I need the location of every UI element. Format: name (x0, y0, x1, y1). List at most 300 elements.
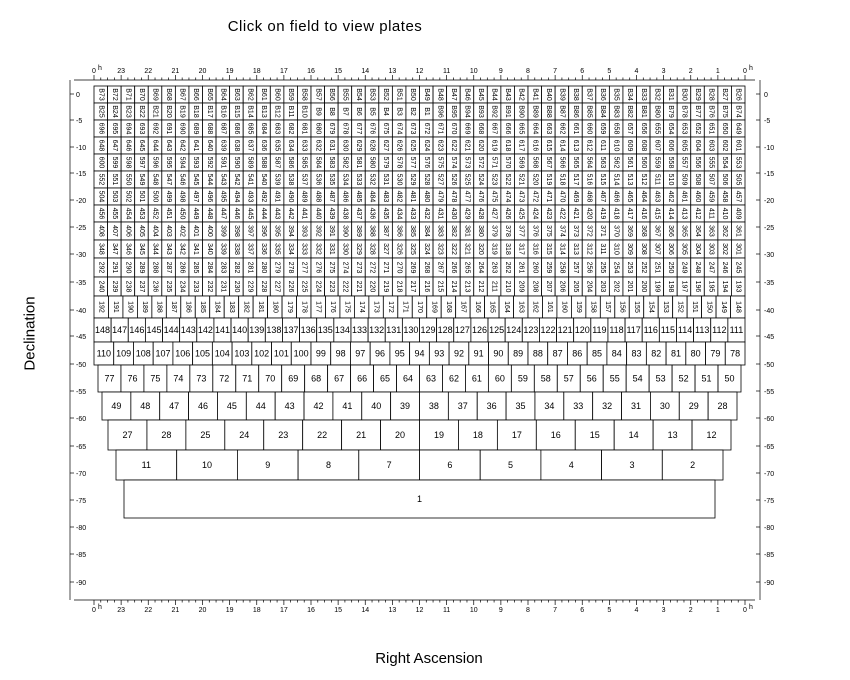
plate-field[interactable] (694, 318, 711, 342)
plate-field[interactable] (706, 342, 726, 365)
plate-field[interactable] (94, 258, 108, 277)
plate-field[interactable] (582, 154, 596, 171)
plate-field[interactable] (501, 120, 515, 137)
plate-field[interactable] (217, 392, 246, 420)
plate-field[interactable] (197, 318, 214, 342)
plate-field[interactable] (203, 120, 217, 137)
plate-field[interactable] (189, 154, 203, 171)
plate-field[interactable] (379, 137, 393, 154)
plate-field[interactable] (311, 188, 325, 205)
plate-field[interactable] (230, 240, 244, 258)
plate-field[interactable] (718, 240, 732, 258)
plate-field[interactable] (582, 222, 596, 240)
plate-field[interactable] (365, 222, 379, 240)
plate-field[interactable] (731, 154, 745, 171)
plate-field[interactable] (173, 342, 193, 365)
plate-field[interactable] (569, 137, 583, 154)
plate-field[interactable] (477, 392, 506, 420)
plate-field[interactable] (189, 258, 203, 277)
plate-field[interactable] (666, 342, 686, 365)
plate-field[interactable] (108, 205, 122, 222)
plate-field[interactable] (650, 222, 664, 240)
plate-field[interactable] (487, 137, 501, 154)
plate-field[interactable] (365, 188, 379, 205)
plate-field[interactable] (677, 222, 691, 240)
plate-field[interactable] (460, 205, 474, 222)
plate-field[interactable] (257, 188, 271, 205)
plate-field[interactable] (600, 296, 614, 318)
plate-field[interactable] (677, 240, 691, 258)
plate-field[interactable] (203, 205, 217, 222)
plate-field[interactable] (148, 154, 162, 171)
plate-field[interactable] (623, 154, 637, 171)
plate-field[interactable] (716, 296, 730, 318)
plate-field[interactable] (108, 137, 122, 154)
plate-field[interactable] (365, 120, 379, 137)
plate-field[interactable] (646, 342, 666, 365)
plate-field[interactable] (420, 86, 434, 103)
plate-field[interactable] (582, 277, 596, 296)
plate-field[interactable] (447, 137, 461, 154)
plate-field[interactable] (351, 365, 374, 392)
plate-field[interactable] (575, 420, 614, 450)
plate-field[interactable] (282, 365, 305, 392)
plate-field[interactable] (365, 205, 379, 222)
plate-field[interactable] (175, 188, 189, 205)
plate-field[interactable] (189, 188, 203, 205)
plate-field[interactable] (642, 318, 659, 342)
plate-field[interactable] (175, 154, 189, 171)
plate-field[interactable] (297, 188, 311, 205)
plate-field[interactable] (528, 103, 542, 120)
plate-field[interactable] (488, 365, 511, 392)
plate-field[interactable] (704, 103, 718, 120)
plate-field[interactable] (596, 137, 610, 154)
plate-field[interactable] (297, 154, 311, 171)
plate-field[interactable] (121, 277, 135, 296)
plate-field[interactable] (447, 86, 461, 103)
plate-field[interactable] (514, 120, 528, 137)
plate-field[interactable] (282, 296, 296, 318)
plate-field[interactable] (420, 120, 434, 137)
plate-field[interactable] (497, 420, 536, 450)
plate-field[interactable] (420, 258, 434, 277)
plate-field[interactable] (189, 240, 203, 258)
plate-field[interactable] (664, 240, 678, 258)
plate-field[interactable] (650, 103, 664, 120)
plate-field[interactable] (338, 171, 352, 188)
plate-field[interactable] (596, 120, 610, 137)
plate-field[interactable] (448, 392, 477, 420)
plate-field[interactable] (352, 120, 366, 137)
plate-field[interactable] (297, 222, 311, 240)
plate-field[interactable] (379, 205, 393, 222)
plate-field[interactable] (121, 154, 135, 171)
plate-field[interactable] (297, 86, 311, 103)
plate-field[interactable] (390, 342, 410, 365)
plate-field[interactable] (270, 120, 284, 137)
plate-field[interactable] (677, 86, 691, 103)
plate-field[interactable] (352, 188, 366, 205)
plate-field[interactable] (650, 277, 664, 296)
plate-field[interactable] (582, 137, 596, 154)
plate-field[interactable] (148, 137, 162, 154)
plate-field[interactable] (433, 137, 447, 154)
plate-field[interactable] (718, 120, 732, 137)
plate-field[interactable] (433, 120, 447, 137)
plate-field[interactable] (460, 188, 474, 205)
plate-field[interactable] (94, 342, 114, 365)
plate-field[interactable] (406, 171, 420, 188)
plate-field[interactable] (230, 120, 244, 137)
plate-field[interactable] (679, 392, 708, 420)
plate-field[interactable] (433, 277, 447, 296)
plate-field[interactable] (148, 222, 162, 240)
plate-field[interactable] (659, 318, 676, 342)
plate-field[interactable] (718, 137, 732, 154)
plate-field[interactable] (352, 154, 366, 171)
plate-field[interactable] (474, 171, 488, 188)
plate-field[interactable] (392, 120, 406, 137)
plate-field[interactable] (528, 188, 542, 205)
plate-field[interactable] (216, 137, 230, 154)
plate-field[interactable] (123, 296, 137, 318)
plate-field[interactable] (214, 318, 231, 342)
plate-field[interactable] (167, 365, 190, 392)
plate-field[interactable] (677, 154, 691, 171)
plate-field[interactable] (108, 222, 122, 240)
plate-field[interactable] (230, 188, 244, 205)
plate-field[interactable] (704, 258, 718, 277)
plate-field[interactable] (637, 222, 651, 240)
plate-field[interactable] (121, 240, 135, 258)
plate-field[interactable] (325, 296, 339, 318)
plate-field[interactable] (555, 137, 569, 154)
plate-field[interactable] (704, 86, 718, 103)
plate-field[interactable] (284, 258, 298, 277)
plate-field[interactable] (702, 296, 716, 318)
plate-field[interactable] (514, 205, 528, 222)
plate-field[interactable] (474, 154, 488, 171)
plate-field[interactable] (216, 258, 230, 277)
plate-field[interactable] (284, 188, 298, 205)
plate-field[interactable] (514, 154, 528, 171)
plate-field[interactable] (569, 205, 583, 222)
plate-field[interactable] (94, 222, 108, 240)
plate-field[interactable] (340, 296, 354, 318)
plate-field[interactable] (264, 420, 303, 450)
plate-field[interactable] (528, 171, 542, 188)
plate-field[interactable] (230, 137, 244, 154)
plate-field[interactable] (528, 222, 542, 240)
plate-field[interactable] (664, 103, 678, 120)
plate-field[interactable] (514, 86, 528, 103)
plate-field[interactable] (731, 120, 745, 137)
plate-field[interactable] (501, 258, 515, 277)
plate-field[interactable] (160, 392, 189, 420)
plate-field[interactable] (704, 277, 718, 296)
plate-field[interactable] (406, 137, 420, 154)
plate-field[interactable] (379, 188, 393, 205)
plate-field[interactable] (460, 258, 474, 277)
plate-field[interactable] (704, 240, 718, 258)
plate-field[interactable] (406, 154, 420, 171)
plate-field[interactable] (230, 205, 244, 222)
plate-field[interactable] (569, 86, 583, 103)
plate-field[interactable] (94, 137, 108, 154)
plate-field[interactable] (94, 171, 108, 188)
plate-field[interactable] (108, 277, 122, 296)
plate-field[interactable] (623, 86, 637, 103)
plate-field[interactable] (121, 171, 135, 188)
plate-field[interactable] (368, 318, 385, 342)
plate-field[interactable] (664, 86, 678, 103)
plate-field[interactable] (311, 154, 325, 171)
plate-field[interactable] (487, 120, 501, 137)
plate-field[interactable] (359, 450, 420, 480)
plate-field[interactable] (392, 103, 406, 120)
plate-field[interactable] (230, 86, 244, 103)
plate-field[interactable] (406, 258, 420, 277)
plate-field[interactable] (325, 205, 339, 222)
plate-field[interactable] (300, 318, 317, 342)
plate-field[interactable] (447, 240, 461, 258)
plate-field[interactable] (650, 392, 679, 420)
plate-field[interactable] (152, 296, 166, 318)
plate-field[interactable] (135, 222, 149, 240)
plate-field[interactable] (352, 277, 366, 296)
plate-field[interactable] (691, 103, 705, 120)
plate-field[interactable] (474, 222, 488, 240)
plate-field[interactable] (210, 296, 224, 318)
plate-field[interactable] (711, 318, 728, 342)
plate-field[interactable] (447, 222, 461, 240)
plate-field[interactable] (626, 365, 649, 392)
plate-field[interactable] (135, 103, 149, 120)
plate-field[interactable] (225, 420, 264, 450)
plate-field[interactable] (433, 103, 447, 120)
plate-field[interactable] (365, 240, 379, 258)
plate-field[interactable] (243, 258, 257, 277)
plate-field[interactable] (362, 392, 391, 420)
plate-field[interactable] (365, 103, 379, 120)
plate-field[interactable] (691, 277, 705, 296)
plate-field[interactable] (677, 258, 691, 277)
plate-field[interactable] (555, 171, 569, 188)
plate-field[interactable] (272, 342, 292, 365)
plate-field[interactable] (398, 296, 412, 318)
plate-field[interactable] (528, 154, 542, 171)
plate-field[interactable] (406, 222, 420, 240)
plate-field[interactable] (637, 277, 651, 296)
plate-field[interactable] (379, 240, 393, 258)
plate-field[interactable] (370, 342, 390, 365)
plate-field[interactable] (212, 342, 232, 365)
plate-field[interactable] (189, 86, 203, 103)
plate-field[interactable] (542, 258, 556, 277)
plate-field[interactable] (608, 318, 625, 342)
plate-field[interactable] (325, 258, 339, 277)
plate-field[interactable] (731, 137, 745, 154)
plate-field[interactable] (447, 154, 461, 171)
plate-field[interactable] (148, 205, 162, 222)
plate-field[interactable] (108, 103, 122, 120)
plate-field[interactable] (607, 342, 627, 365)
plate-field[interactable] (664, 188, 678, 205)
plate-field[interactable] (623, 258, 637, 277)
plate-field[interactable] (487, 154, 501, 171)
plate-field[interactable] (351, 318, 368, 342)
plate-field[interactable] (650, 188, 664, 205)
plate-field[interactable] (270, 86, 284, 103)
plate-field[interactable] (412, 296, 426, 318)
plate-field[interactable] (487, 205, 501, 222)
plate-field[interactable] (695, 365, 718, 392)
plate-field[interactable] (474, 188, 488, 205)
plate-field[interactable] (447, 205, 461, 222)
plate-field[interactable] (148, 240, 162, 258)
plate-field[interactable] (622, 392, 651, 420)
plate-field[interactable] (474, 258, 488, 277)
plate-field[interactable] (270, 137, 284, 154)
plate-field[interactable] (121, 205, 135, 222)
plate-field[interactable] (460, 120, 474, 137)
plate-field[interactable] (338, 103, 352, 120)
plate-field[interactable] (609, 120, 623, 137)
plate-field[interactable] (664, 171, 678, 188)
plate-field[interactable] (230, 154, 244, 171)
plate-field[interactable] (623, 240, 637, 258)
plate-field[interactable] (128, 318, 145, 342)
plate-field[interactable] (216, 205, 230, 222)
plate-field[interactable] (704, 205, 718, 222)
plate-field[interactable] (718, 188, 732, 205)
plate-field[interactable] (420, 103, 434, 120)
plate-field[interactable] (433, 171, 447, 188)
plate-field[interactable] (501, 188, 515, 205)
plate-field[interactable] (406, 277, 420, 296)
plate-field[interactable] (297, 137, 311, 154)
plate-field[interactable] (257, 277, 271, 296)
plate-field[interactable] (555, 258, 569, 277)
plate-field[interactable] (147, 420, 186, 450)
plate-field[interactable] (704, 222, 718, 240)
plate-field[interactable] (284, 277, 298, 296)
plate-field[interactable] (582, 205, 596, 222)
plate-field[interactable] (539, 318, 556, 342)
plate-field[interactable] (629, 296, 643, 318)
plate-field[interactable] (270, 103, 284, 120)
plate-field[interactable] (555, 188, 569, 205)
plate-field[interactable] (596, 277, 610, 296)
plate-field[interactable] (392, 171, 406, 188)
plate-field[interactable] (257, 222, 271, 240)
plate-field[interactable] (569, 188, 583, 205)
plate-field[interactable] (514, 222, 528, 240)
plate-field[interactable] (433, 205, 447, 222)
plate-field[interactable] (121, 120, 135, 137)
plate-field[interactable] (317, 318, 334, 342)
plate-field[interactable] (334, 318, 351, 342)
plate-field[interactable] (338, 86, 352, 103)
plate-field[interactable] (162, 171, 176, 188)
plate-field[interactable] (216, 154, 230, 171)
plate-field[interactable] (252, 342, 272, 365)
plate-field[interactable] (148, 120, 162, 137)
plate-field[interactable] (505, 318, 522, 342)
plate-field[interactable] (569, 240, 583, 258)
plate-field[interactable] (650, 171, 664, 188)
plate-field[interactable] (470, 296, 484, 318)
plate-field[interactable] (243, 120, 257, 137)
plate-field[interactable] (454, 318, 471, 342)
plate-field[interactable] (602, 450, 663, 480)
plate-field[interactable] (304, 392, 333, 420)
plate-field[interactable] (243, 154, 257, 171)
plate-field[interactable] (501, 240, 515, 258)
plate-field[interactable] (236, 365, 259, 392)
plate-field[interactable] (664, 120, 678, 137)
plate-field[interactable] (542, 154, 556, 171)
plate-field[interactable] (420, 171, 434, 188)
plate-field[interactable] (691, 120, 705, 137)
plate-field[interactable] (593, 392, 622, 420)
plate-field[interactable] (166, 296, 180, 318)
plate-field[interactable] (148, 277, 162, 296)
plate-field[interactable] (124, 480, 715, 518)
plate-field[interactable] (406, 205, 420, 222)
plate-field[interactable] (528, 277, 542, 296)
plate-field[interactable] (243, 137, 257, 154)
plate-field[interactable] (528, 296, 542, 318)
plate-field[interactable] (121, 365, 144, 392)
plate-field[interactable] (162, 120, 176, 137)
plate-field[interactable] (728, 318, 745, 342)
plate-field[interactable] (718, 103, 732, 120)
plate-field[interactable] (447, 188, 461, 205)
plate-field[interactable] (270, 258, 284, 277)
plate-field[interactable] (501, 222, 515, 240)
plate-field[interactable] (487, 188, 501, 205)
plate-field[interactable] (614, 420, 653, 450)
plate-field[interactable] (230, 171, 244, 188)
plate-field[interactable] (379, 154, 393, 171)
plate-field[interactable] (433, 240, 447, 258)
plate-field[interactable] (677, 188, 691, 205)
plate-field[interactable] (135, 205, 149, 222)
plate-field[interactable] (298, 450, 359, 480)
plate-field[interactable] (213, 365, 236, 392)
plate-field[interactable] (474, 86, 488, 103)
plate-field[interactable] (333, 392, 362, 420)
plate-field[interactable] (350, 342, 370, 365)
plate-field[interactable] (673, 296, 687, 318)
plate-field[interactable] (528, 137, 542, 154)
plate-field[interactable] (460, 222, 474, 240)
plate-field[interactable] (148, 188, 162, 205)
plate-field[interactable] (216, 222, 230, 240)
plate-field[interactable] (718, 86, 732, 103)
plate-field[interactable] (203, 171, 217, 188)
plate-field[interactable] (603, 365, 626, 392)
plate-field[interactable] (637, 86, 651, 103)
plate-field[interactable] (514, 258, 528, 277)
plate-field[interactable] (522, 318, 539, 342)
plate-field[interactable] (203, 86, 217, 103)
plate-field[interactable] (474, 103, 488, 120)
plate-field[interactable] (664, 205, 678, 222)
plate-field[interactable] (243, 188, 257, 205)
